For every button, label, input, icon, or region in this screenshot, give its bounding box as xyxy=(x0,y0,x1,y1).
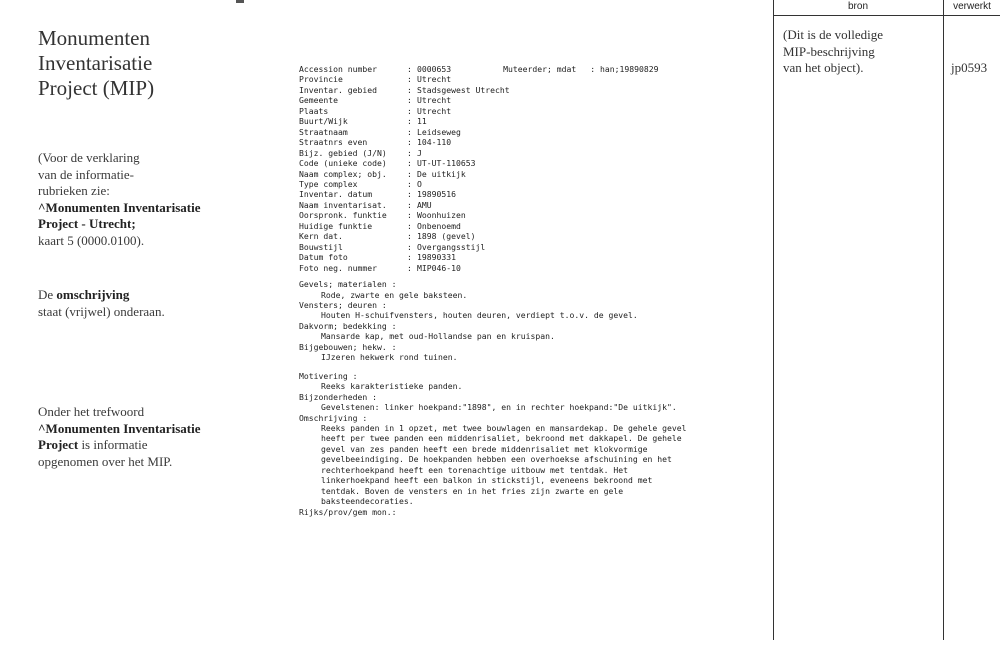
field-sep: : xyxy=(407,84,412,95)
field-value: Woonhuizen xyxy=(417,210,466,221)
field-value: UT-UT-110653 xyxy=(417,158,476,169)
field-key: Plaats xyxy=(299,105,329,116)
field-key: Code (unieke code) xyxy=(299,158,387,169)
record-row xyxy=(299,179,769,189)
field-value: O xyxy=(417,178,422,189)
record-row xyxy=(299,189,769,199)
description-line: linkerhoekpand heeft een balkon in stickstijl, eveneens bekroond met xyxy=(321,475,653,486)
description-line: tentdak. Boven de vensters en in het fries zijn zwarte en gele xyxy=(321,485,624,496)
field-value: Utrecht xyxy=(417,95,452,106)
field-key: Kern dat. xyxy=(299,231,343,242)
field-value: 1898 (gevel) xyxy=(417,231,476,242)
field-value: AMU xyxy=(417,199,432,210)
note-text: is informatie xyxy=(78,437,148,452)
field-key: Bijz. gebied (J/N) xyxy=(299,147,387,158)
field-sep: : xyxy=(407,231,412,242)
field-value: 0000653 xyxy=(417,64,452,74)
field-key: Type complex xyxy=(299,178,358,189)
column-header-verwerkt: verwerkt xyxy=(944,0,1000,16)
description-line: baksteendecoraties. xyxy=(321,496,414,507)
column-header-bron: bron xyxy=(773,0,943,16)
field-sep: : xyxy=(407,241,412,252)
section-heading: Rijks/prov/gem mon.: xyxy=(299,506,397,517)
record-row xyxy=(299,74,769,84)
section-text: IJzeren hekwerk rond tuinen. xyxy=(321,352,458,363)
field-key: Naam complex; obj. xyxy=(299,168,387,179)
section-heading: Dakvorm; bedekking : xyxy=(299,320,397,331)
title-line: Monumenten xyxy=(38,26,150,50)
field-key: Inventar. gebied xyxy=(299,84,377,95)
record-row xyxy=(299,210,769,220)
field-value: 19890516 xyxy=(417,189,456,200)
mip-record xyxy=(299,64,769,517)
section-text: Gevelstenen: linker hoekpand:"1898", en in rechter hoekpand:"De uitkijk". xyxy=(321,402,677,413)
field-key: Bouwstijl xyxy=(299,241,343,252)
bron-cell xyxy=(783,27,933,77)
field-sep: : xyxy=(407,189,412,200)
record-row xyxy=(299,85,769,95)
title-line: Project (MIP) xyxy=(38,76,155,100)
field-sep: : xyxy=(407,126,412,137)
record-fields xyxy=(299,74,769,273)
note-line: opgenomen over het MIP. xyxy=(38,453,173,469)
bron-line: (Dit is de volledige xyxy=(783,27,884,42)
description-line: Reeks panden in 1 opzet, met twee bouwlagen en mansardekap. De gehele gevel xyxy=(321,422,687,433)
field-value: Leidseweg xyxy=(417,126,461,137)
field-value: De uitkijk xyxy=(417,168,466,179)
field-key: Oorspronk. funktie xyxy=(299,210,387,221)
section-heading: Bijzonderheden : xyxy=(299,391,377,402)
field-sep: : xyxy=(407,105,412,116)
note-bold: omschrijving xyxy=(56,287,130,302)
column-divider xyxy=(773,0,774,640)
field-sep: : xyxy=(407,137,412,148)
field-value: J xyxy=(417,147,422,158)
record-row xyxy=(299,252,769,262)
field-sep: : xyxy=(407,158,412,169)
field-sep: : xyxy=(407,147,412,158)
verwerkt-cell: jp0593 xyxy=(951,60,988,75)
field-value: 19890331 xyxy=(417,252,456,263)
record-row xyxy=(299,263,769,273)
field-key: Huidige funktie xyxy=(299,220,373,231)
field-sep: : xyxy=(407,210,412,221)
record-row xyxy=(299,116,769,126)
field-key: Provincie xyxy=(299,74,343,85)
record-row xyxy=(299,127,769,137)
section-heading: Bijgebouwen; hekw. : xyxy=(299,341,397,352)
record-row xyxy=(299,200,769,210)
field-sep: : xyxy=(407,95,412,106)
section-heading: Motivering : xyxy=(299,370,358,381)
section-text: Reeks karakteristieke panden. xyxy=(321,381,463,392)
section-text: Houten H-schuifvensters, houten deuren, verdiept t.o.v. de gevel. xyxy=(321,310,638,321)
field-value: MIP046-10 xyxy=(417,262,461,273)
field-value: 11 xyxy=(417,116,427,127)
field-key: Gemeente xyxy=(299,95,338,106)
description-line: gevel van zes panden heeft een brede middenrisaliet met klokvormige xyxy=(321,443,648,454)
section-text: Rode, zwarte en gele baksteen. xyxy=(321,289,468,300)
explanation-note xyxy=(38,150,200,249)
field-key: Muteerder; mdat xyxy=(503,64,577,74)
keyword-note xyxy=(38,404,200,470)
record-row xyxy=(299,148,769,158)
field-sep: : xyxy=(407,168,412,179)
field-value: : han;19890829 xyxy=(590,64,659,74)
field-value: Utrecht xyxy=(417,74,452,85)
note-reference-bold: ^Monumenten Inventarisatie xyxy=(38,420,201,436)
field-sep: : xyxy=(407,178,412,189)
note-line: (Voor de verklaring xyxy=(38,150,140,165)
record-row xyxy=(299,221,769,231)
field-value: Stadsgewest Utrecht xyxy=(417,84,510,95)
bron-line: van het object). xyxy=(783,60,864,75)
section-text: Mansarde kap, met oud-Hollandse pan en kruispan. xyxy=(321,331,555,342)
description-line: gevelbeeindiging. De hoekpanden hebben een overhoekse afschuining en het xyxy=(321,454,672,465)
description-line: rechterhoekpand heeft een torenachtige uitbouw met tentdak. Het xyxy=(321,464,628,475)
section-heading: Vensters; deuren : xyxy=(299,299,387,310)
note-line: kaart 5 (0000.0100). xyxy=(38,232,145,248)
field-key: Accession number xyxy=(299,64,377,74)
record-row xyxy=(299,95,769,105)
note-line: rubrieken zie: xyxy=(38,183,110,198)
field-sep: : xyxy=(407,252,412,263)
bron-line: MIP-beschrijving xyxy=(783,43,875,59)
field-sep: : xyxy=(407,220,412,231)
field-key: Naam inventarisat. xyxy=(299,199,387,210)
column-divider xyxy=(943,0,944,640)
field-sep: : xyxy=(407,262,412,273)
note-reference-bold: ^Monumenten Inventarisatie xyxy=(38,199,201,215)
record-row xyxy=(299,242,769,252)
field-key: Inventar. datum xyxy=(299,189,373,200)
field-value: Overgangsstijl xyxy=(417,241,486,252)
note-reference-bold: Project xyxy=(38,437,79,452)
field-key: Straatnaam xyxy=(299,126,348,137)
description-note xyxy=(38,287,165,320)
field-sep: : xyxy=(407,64,412,74)
scan-mark xyxy=(236,0,244,3)
field-sep: : xyxy=(407,74,412,85)
field-key: Buurt/Wijk xyxy=(299,116,348,127)
note-reference-bold: Project - Utrecht; xyxy=(38,216,136,231)
field-key: Straatnrs even xyxy=(299,137,368,148)
page-title xyxy=(38,26,154,101)
field-key: Datum foto xyxy=(299,252,348,263)
note-line: Onder het trefwoord xyxy=(38,404,145,419)
note-text: De xyxy=(38,287,57,302)
note-line: van de informatie- xyxy=(38,166,135,182)
field-value: Utrecht xyxy=(417,105,452,116)
section-heading: Omschrijving : xyxy=(299,412,368,423)
field-value: Onbenoemd xyxy=(417,220,461,231)
record-row xyxy=(299,158,769,168)
record-row xyxy=(299,106,769,116)
field-key: Foto neg. nummer xyxy=(299,262,377,273)
record-row-accession xyxy=(299,64,769,74)
field-value: 104-110 xyxy=(417,137,452,148)
record-row xyxy=(299,137,769,147)
title-line: Inventarisatie xyxy=(38,51,153,75)
field-sep: : xyxy=(407,116,412,127)
description-line: heeft per twee panden een middenrisaliet, bekroond met dakkapel. De gehele xyxy=(321,433,682,444)
record-row xyxy=(299,231,769,241)
record-row xyxy=(299,169,769,179)
section-heading: Gevels; materialen : xyxy=(299,279,397,290)
note-line: staat (vrijwel) onderaan. xyxy=(38,303,165,319)
field-sep: : xyxy=(407,199,412,210)
